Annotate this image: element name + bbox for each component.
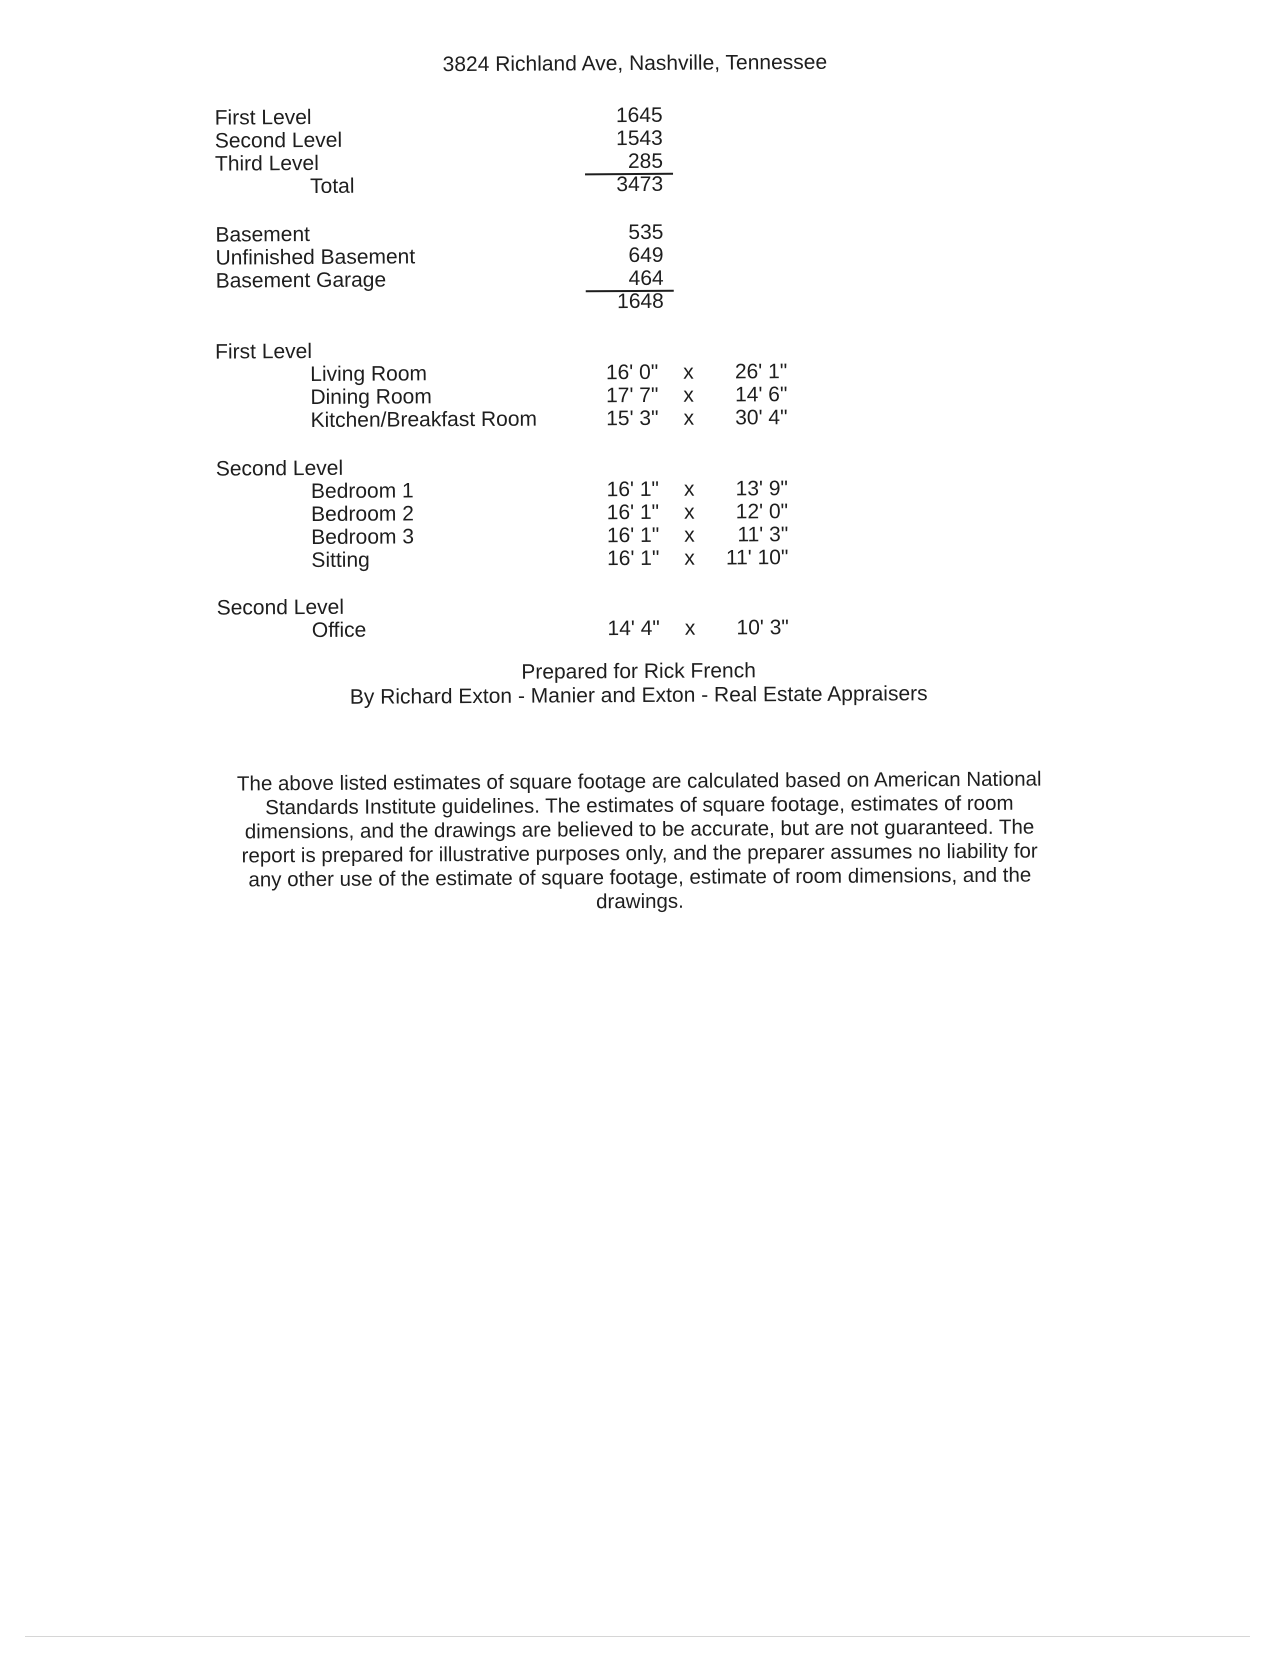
room-row xyxy=(215,406,815,434)
room-dim-1: 16' 1" xyxy=(606,477,660,502)
room-dim-1: 16' 0" xyxy=(605,360,659,385)
level-label: Third Level xyxy=(214,151,319,176)
prepared-for: Prepared for Rick French xyxy=(521,659,756,684)
room-name: Bedroom 3 xyxy=(311,525,415,549)
room-dim-2: 13' 9" xyxy=(735,477,789,501)
room-dim-separator: x xyxy=(684,523,695,547)
level-value: 1543 xyxy=(616,126,663,151)
room-dim-2: 12' 0" xyxy=(735,500,789,524)
basement-total-row xyxy=(216,290,716,317)
room-dim-separator: x xyxy=(683,406,695,430)
room-dim-separator: x xyxy=(684,616,696,640)
room-dim-2: 30' 4" xyxy=(735,406,788,430)
level-value: 1645 xyxy=(615,103,663,128)
level-total-label: Total xyxy=(310,174,355,198)
level-total-row xyxy=(215,173,715,200)
room-dim-1: 14' 4" xyxy=(607,616,660,641)
room-name: Bedroom 1 xyxy=(310,479,414,503)
room-dim-separator: x xyxy=(683,383,694,407)
basement-label: Basement Garage xyxy=(215,268,387,293)
room-name: Kitchen/Breakfast Room xyxy=(310,407,538,432)
group-heading-label: Second Level xyxy=(215,456,344,481)
page-title: 3824 Richland Ave, Nashville, Tennessee xyxy=(442,50,828,77)
basement-value: 535 xyxy=(628,220,664,245)
room-dim-2: 26' 1" xyxy=(734,360,788,384)
basement-label: Unfinished Basement xyxy=(215,245,416,270)
room-dim-1: 16' 1" xyxy=(606,500,660,525)
room-dim-1: 15' 3" xyxy=(606,406,659,431)
room-dim-separator: x xyxy=(683,360,694,384)
room-dim-2: 11' 3" xyxy=(737,523,789,547)
room-dim-separator: x xyxy=(683,477,695,501)
disclaimer-text: The above listed estimates of square footage are calculated based on American National Standards Institute guidelines. The estimates of square footage, estimates of room dimensions, and the drawings are believed to be accurate, but are not guaranteed. The report is prepared for illustrative purposes only, and the preparer assumes no liability for any other use of the estimate of square footage, estimate of room dimensions, and the drawings. xyxy=(236,767,1042,914)
room-dim-1: 16' 1" xyxy=(606,523,660,548)
room-row xyxy=(217,616,817,644)
prepared-by: By Richard Exton - Manier and Exton - Real Estate Appraisers xyxy=(349,682,928,709)
scan-edge-line xyxy=(25,1636,1250,1637)
room-name: Office xyxy=(311,618,367,642)
level-value: 285 xyxy=(585,150,673,176)
group-heading-label: Second Level xyxy=(216,595,345,620)
room-dim-1: 16' 1" xyxy=(606,546,660,571)
room-dim-2: 14' 6" xyxy=(734,383,788,407)
room-name: Bedroom 2 xyxy=(311,502,414,526)
room-dim-2: 11' 10" xyxy=(725,546,789,570)
room-dim-separator: x xyxy=(684,500,695,524)
basement-label: Basement xyxy=(215,222,311,247)
room-dim-2: 10' 3" xyxy=(736,616,789,640)
room-dim-separator: x xyxy=(684,546,695,570)
level-total-value: 3473 xyxy=(616,172,664,197)
room-name: Sitting xyxy=(311,548,370,572)
level-label: Second Level xyxy=(214,128,343,153)
group-heading-label: First Level xyxy=(215,339,313,364)
basement-value: 464 xyxy=(586,267,674,293)
basement-value: 649 xyxy=(628,243,664,268)
room-name: Dining Room xyxy=(310,385,432,409)
level-label: First Level xyxy=(214,105,312,130)
room-row xyxy=(216,546,816,574)
room-dim-1: 17' 7" xyxy=(605,383,659,408)
room-name: Living Room xyxy=(310,362,428,386)
basement-total-value: 1648 xyxy=(617,289,664,314)
